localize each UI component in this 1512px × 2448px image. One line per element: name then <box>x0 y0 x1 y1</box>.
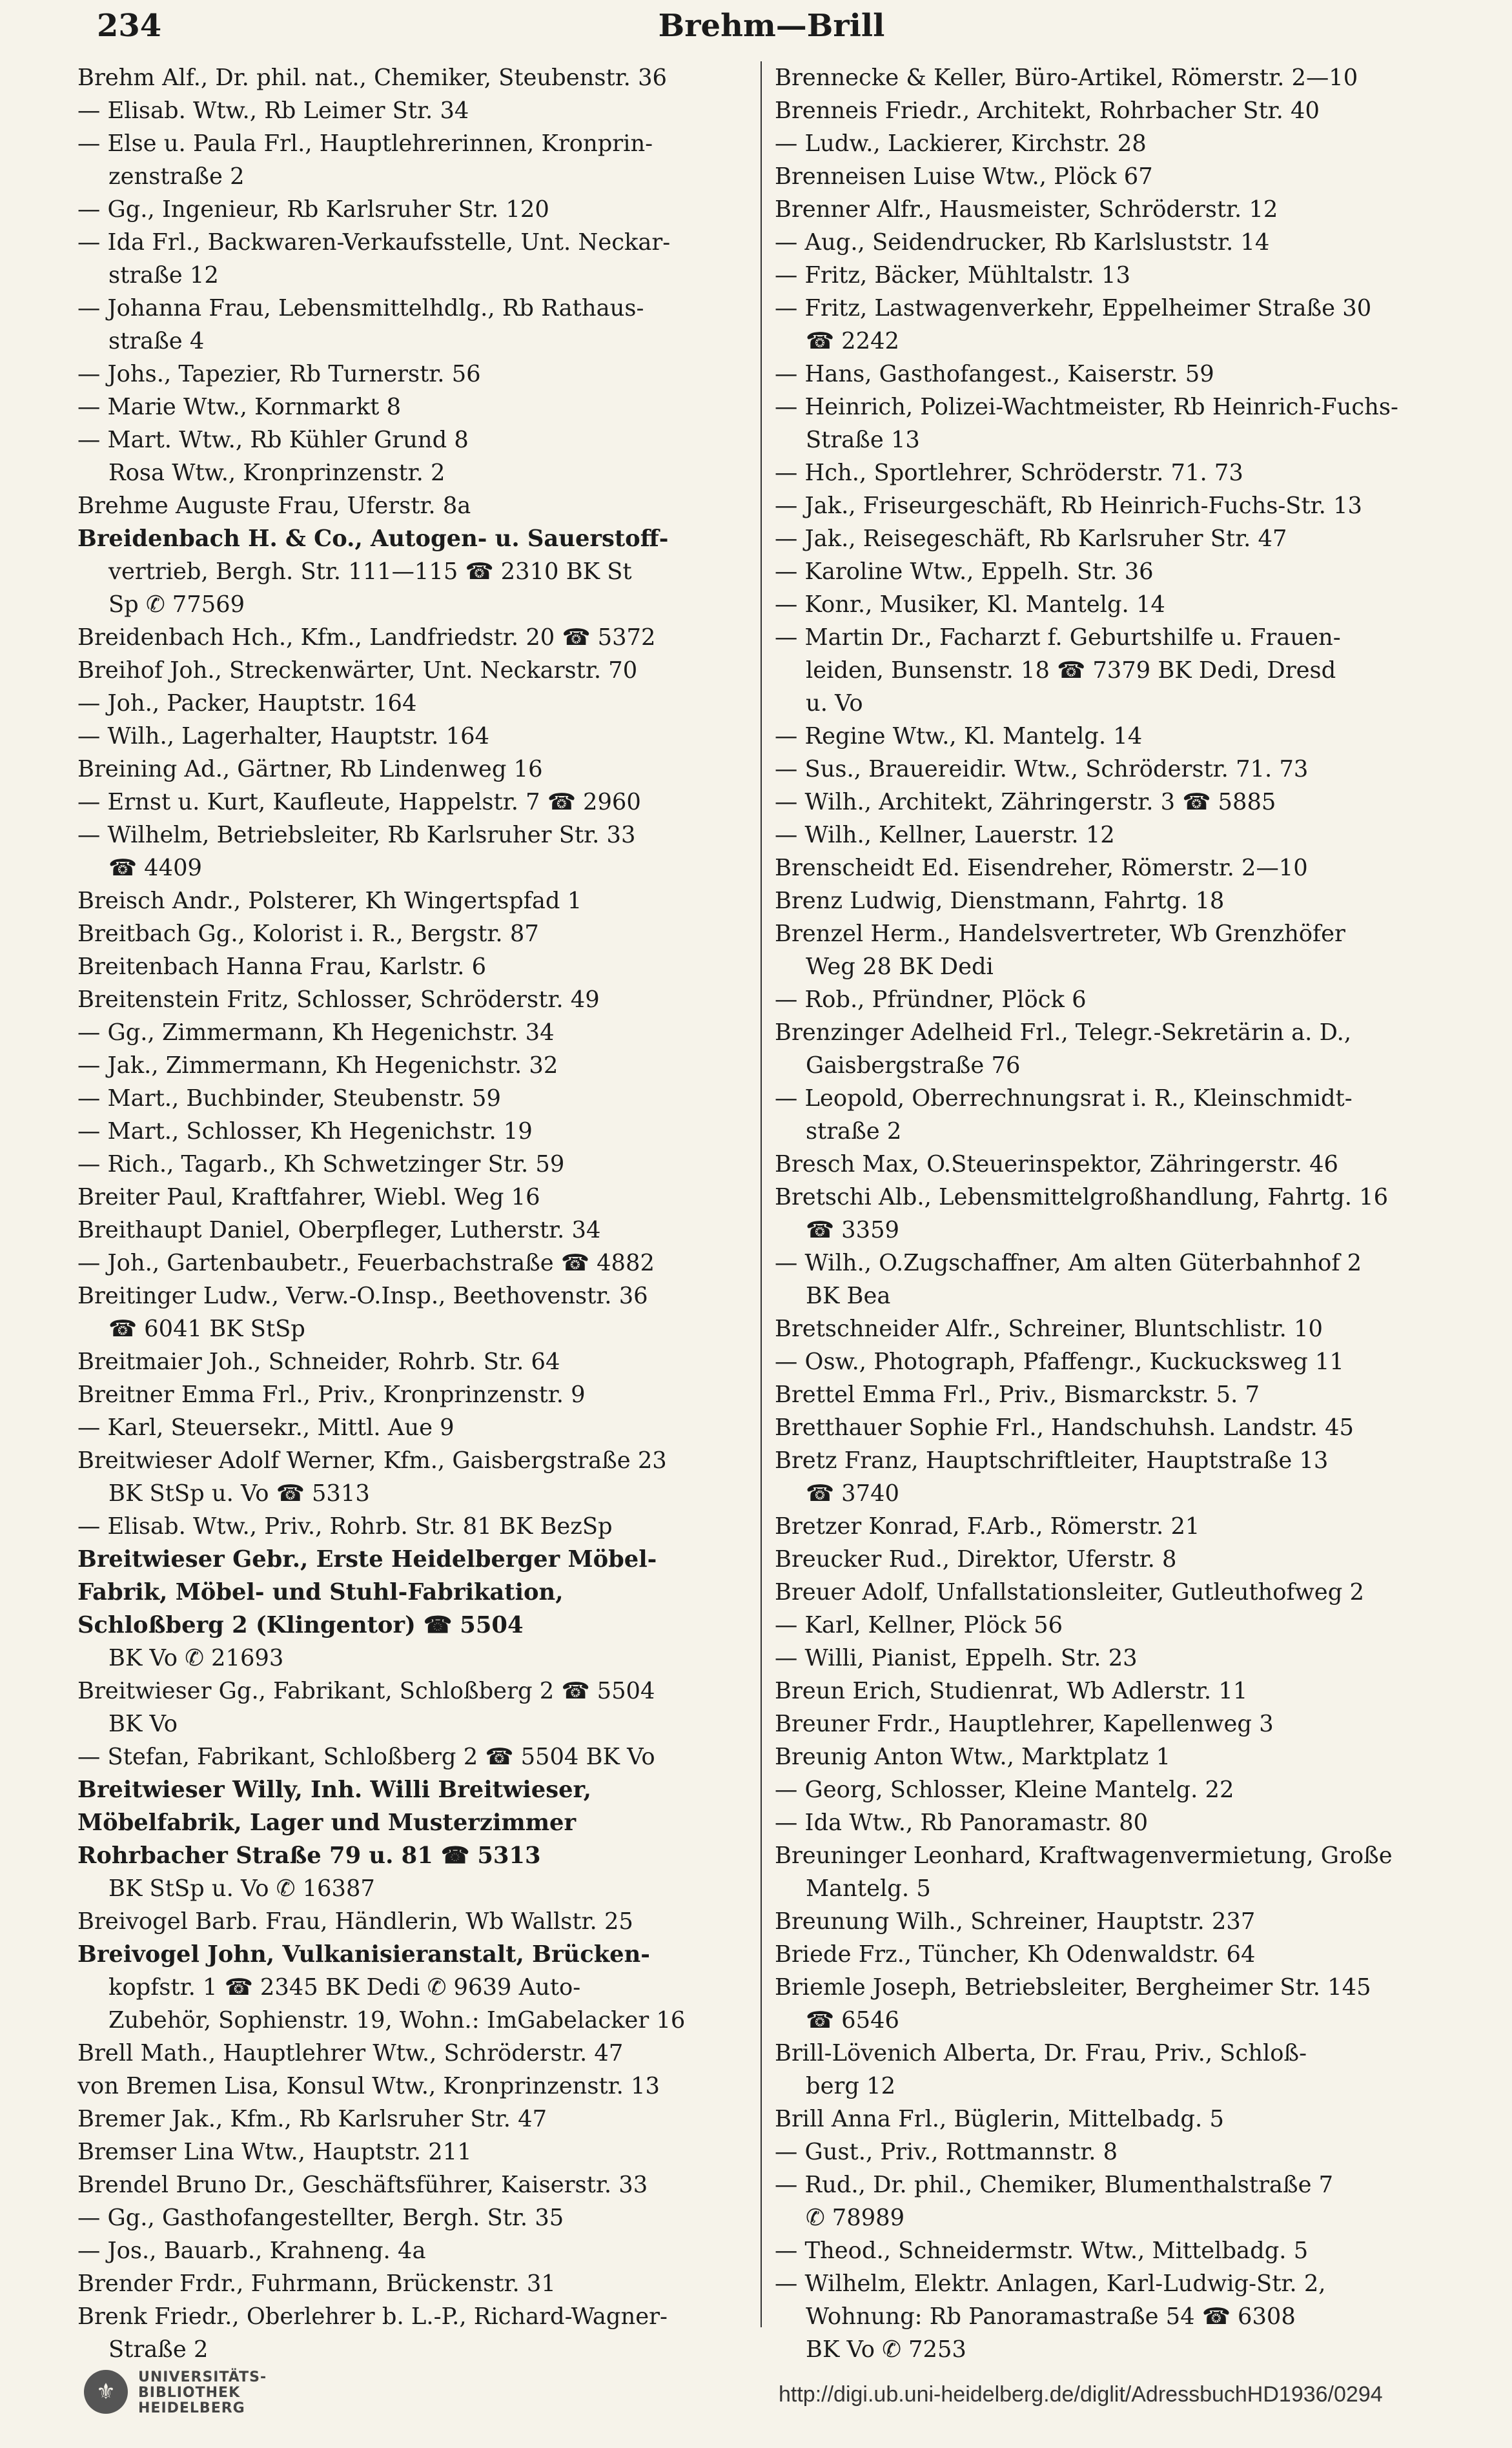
directory-entry-line: Breidenbach Hch., Kfm., Landfriedstr. 20 ☎ 5372 <box>77 624 656 651</box>
directory-entry-line: Brill Anna Frl., Büglerin, Mittelbadg. 5 <box>775 2106 1224 2132</box>
library-line: BIBLIOTHEK <box>138 2385 241 2401</box>
library-line: HEIDELBERG <box>138 2400 245 2416</box>
directory-entry-line: Breuner Frdr., Hauptlehrer, Kapellenweg 3 <box>775 1711 1274 1737</box>
directory-entry-line: — Jak., Reisegeschäft, Rb Karlsruher Str. 47 <box>775 525 1287 552</box>
directory-entry-line: Breitinger Ludw., Verw.-O.Insp., Beethovenstr. 36 <box>77 1283 648 1309</box>
directory-entry-line: Brenneis Friedr., Architekt, Rohrbacher Str. 40 <box>775 97 1320 124</box>
directory-entry-line: Bretschneider Alfr., Schreiner, Bluntschlistr. 10 <box>775 1316 1323 1342</box>
directory-entry-line: u. Vo <box>806 690 863 717</box>
directory-entry-line: Breunung Wilh., Schreiner, Hauptstr. 237 <box>775 1908 1256 1935</box>
directory-entry-line: — Elisab. Wtw., Priv., Rohrb. Str. 81 BK BezSp <box>77 1513 613 1540</box>
directory-entry-line: Brettel Emma Frl., Priv., Bismarckstr. 5. 7 <box>775 1382 1260 1408</box>
directory-entry-line: — Mart., Buchbinder, Steubenstr. 59 <box>77 1085 501 1112</box>
directory-entry-line: — Theod., Schneidermstr. Wtw., Mittelbadg. 5 <box>775 2238 1309 2264</box>
directory-entry-line: Brender Frdr., Fuhrmann, Brückenstr. 31 <box>77 2270 556 2297</box>
directory-entry-line: Breitner Emma Frl., Priv., Kronprinzenstr. 9 <box>77 1382 586 1408</box>
directory-entry-line: — Jak., Zimmermann, Kh Hegenichstr. 32 <box>77 1052 558 1079</box>
directory-entry-line: Breitenbach Hanna Frau, Karlstr. 6 <box>77 954 487 980</box>
directory-entry-line: — Hans, Gasthofangest., Kaiserstr. 59 <box>775 361 1214 387</box>
source-url-link[interactable]: http://digi.ub.uni-heidelberg.de/diglit/AdressbuchHD1936/0294 <box>779 2382 1383 2407</box>
directory-entry-line: — Else u. Paula Frl., Hauptlehrerinnen, Kronprin- <box>77 130 653 157</box>
directory-entry-line: — Martin Dr., Facharzt f. Geburtshilfe u. Frauen- <box>775 624 1341 651</box>
directory-entry-line: kopfstr. 1 ☎ 2345 BK Dedi ✆ 9639 Auto- <box>108 1974 581 2001</box>
directory-entry-line: — Ernst u. Kurt, Kaufleute, Happelstr. 7 ☎ 2960 <box>77 789 641 815</box>
directory-entry-line: Möbelfabrik, Lager und Musterzimmer <box>77 1810 577 1836</box>
directory-entry-line: — Regine Wtw., Kl. Mantelg. 14 <box>775 723 1143 750</box>
directory-entry-line: BK Vo ✆ 7253 <box>806 2336 966 2363</box>
directory-entry-line: Zubehör, Sophienstr. 19, Wohn.: ImGabelacker 16 <box>108 2007 686 2034</box>
directory-entry-line: Breidenbach H. & Co., Autogen- u. Sauerstoff- <box>77 525 669 552</box>
directory-entry-line: — Jos., Bauarb., Krahneng. 4a <box>77 2238 426 2264</box>
directory-entry-line: Bretz Franz, Hauptschriftleiter, Hauptstraße 13 <box>775 1447 1329 1474</box>
directory-entry-line: ✆ 78989 <box>806 2205 905 2231</box>
directory-entry-line: Breivogel Barb. Frau, Händlerin, Wb Wallstr. 25 <box>77 1908 633 1935</box>
directory-entry-line: Rohrbacher Straße 79 u. 81 ☎ 5313 <box>77 1842 541 1869</box>
directory-entry-line: Brenk Friedr., Oberlehrer b. L.-P., Richard-Wagner- <box>77 2303 668 2330</box>
directory-entry-line: ☎ 4409 <box>108 855 203 881</box>
directory-entry-line: — Heinrich, Polizei-Wachtmeister, Rb Heinrich-Fuchs- <box>775 394 1398 420</box>
directory-entry-line: Bremer Jak., Kfm., Rb Karlsruher Str. 47 <box>77 2106 547 2132</box>
directory-entry-line: — Leopold, Oberrechnungsrat i. R., Kleinschmidt- <box>775 1085 1353 1112</box>
directory-entry-line: von Bremen Lisa, Konsul Wtw., Kronprinzenstr. 13 <box>77 2073 660 2099</box>
directory-entry-line: — Ida Frl., Backwaren-Verkaufsstelle, Unt. Neckar- <box>77 229 671 256</box>
directory-entry-line: Brill-Lövenich Alberta, Dr. Frau, Priv., Schloß- <box>775 2040 1307 2066</box>
directory-entry-line: — Gg., Zimmermann, Kh Hegenichstr. 34 <box>77 1019 555 1046</box>
directory-entry-line: Brennecke & Keller, Büro-Artikel, Römerstr. 2—10 <box>775 65 1358 91</box>
directory-entry-line: Breitwieser Gg., Fabrikant, Schloßberg 2 ☎ 5504 <box>77 1678 655 1704</box>
directory-entry-line: Breuer Adolf, Unfallstationsleiter, Gutleuthofweg 2 <box>775 1579 1364 1606</box>
directory-entry-line: straße 12 <box>108 262 219 289</box>
directory-entry-line: — Wilh., O.Zugschaffner, Am alten Güterbahnhof 2 <box>775 1250 1362 1276</box>
directory-entry-line: — Fritz, Lastwagenverkehr, Eppelheimer Straße 30 <box>775 295 1372 321</box>
directory-entry-line: ☎ 6041 BK StSp <box>108 1316 305 1342</box>
directory-entry-line: — Karl, Steuersekr., Mittl. Aue 9 <box>77 1414 455 1441</box>
directory-entry-line: — Wilh., Kellner, Lauerstr. 12 <box>775 822 1115 848</box>
directory-entry-line: Bresch Max, O.Steuerinspektor, Zähringerstr. 46 <box>775 1151 1338 1178</box>
directory-entry-line: — Gg., Gasthofangestellter, Bergh. Str. 35 <box>77 2205 564 2231</box>
directory-entry-line: — Wilh., Lagerhalter, Hauptstr. 164 <box>77 723 489 750</box>
directory-entry-line: — Osw., Photograph, Pfaffengr., Kuckucksweg 11 <box>775 1349 1344 1375</box>
directory-entry-line: Breunig Anton Wtw., Marktplatz 1 <box>775 1744 1171 1770</box>
directory-entry-line: Rosa Wtw., Kronprinzenstr. 2 <box>108 460 445 486</box>
directory-entry-line: Breucker Rud., Direktor, Uferstr. 8 <box>775 1546 1177 1573</box>
directory-entry-line: — Mart. Wtw., Rb Kühler Grund 8 <box>77 427 469 453</box>
library-name <box>138 2370 267 2416</box>
directory-entry-line: — Gg., Ingenieur, Rb Karlsruher Str. 120 <box>77 196 549 223</box>
directory-entry-line: Fabrik, Möbel- und Stuhl-Fabrikation, <box>77 1579 564 1606</box>
directory-entry-line: Breun Erich, Studienrat, Wb Adlerstr. 11 <box>775 1678 1248 1704</box>
directory-entry-line: — Willi, Pianist, Eppelh. Str. 23 <box>775 1645 1138 1671</box>
directory-entry-line: Breitwieser Willy, Inh. Willi Breitwieser, <box>77 1777 591 1803</box>
directory-entry-line: Bretzer Konrad, F.Arb., Römerstr. 21 <box>775 1513 1200 1540</box>
directory-entry-line: — Johanna Frau, Lebensmittelhdlg., Rb Rathaus- <box>77 295 644 321</box>
page-number: 234 <box>97 8 162 44</box>
directory-entry-line: Brehme Auguste Frau, Uferstr. 8a <box>77 493 471 519</box>
directory-entry-line: — Elisab. Wtw., Rb Leimer Str. 34 <box>77 97 469 124</box>
directory-entry-line: — Marie Wtw., Kornmarkt 8 <box>77 394 402 420</box>
directory-entry-line: ☎ 3359 <box>806 1217 900 1243</box>
directory-entry-line: Breining Ad., Gärtner, Rb Lindenweg 16 <box>77 756 543 782</box>
directory-entry-line: — Rob., Pfründner, Plöck 6 <box>775 986 1087 1013</box>
directory-entry-line: Brenneisen Luise Wtw., Plöck 67 <box>775 163 1153 190</box>
directory-entry-line: Straße 13 <box>806 427 920 453</box>
directory-entry-line: Breivogel John, Vulkanisieranstalt, Brücken- <box>77 1941 650 1968</box>
directory-entry-line: Breisch Andr., Polsterer, Kh Wingertspfad 1 <box>77 888 582 914</box>
page-header <box>97 8 1446 53</box>
column-divider <box>761 61 762 2327</box>
directory-entry-line: Bretthauer Sophie Frl., Handschuhsh. Landstr. 45 <box>775 1414 1354 1441</box>
directory-entry-line: Brenscheidt Ed. Eisendreher, Römerstr. 2—10 <box>775 855 1308 881</box>
library-line: UNIVERSITÄTS- <box>138 2369 267 2385</box>
directory-entry-line: vertrieb, Bergh. Str. 111—115 ☎ 2310 BK St <box>108 558 632 585</box>
directory-entry-line: BK StSp u. Vo ✆ 16387 <box>108 1875 375 1902</box>
directory-entry-line: — Wilhelm, Betriebsleiter, Rb Karlsruher Str. 33 <box>77 822 636 848</box>
directory-entry-line: — Hch., Sportlehrer, Schröderstr. 71. 73 <box>775 460 1243 486</box>
directory-entry-line: ☎ 6546 <box>806 2007 900 2034</box>
directory-entry-line: BK Bea <box>806 1283 891 1309</box>
directory-entry-line: Mantelg. 5 <box>806 1875 931 1902</box>
directory-entry-line: — Sus., Brauereidir. Wtw., Schröderstr. 71. 73 <box>775 756 1309 782</box>
directory-entry-line: BK Vo ✆ 21693 <box>108 1645 284 1671</box>
directory-entry-line: — Rich., Tagarb., Kh Schwetzinger Str. 59 <box>77 1151 565 1178</box>
directory-entry-line: — Mart., Schlosser, Kh Hegenichstr. 19 <box>77 1118 533 1145</box>
directory-entry-line: BK StSp u. Vo ☎ 5313 <box>108 1480 370 1507</box>
directory-entry-line: Brell Math., Hauptlehrer Wtw., Schröderstr. 47 <box>77 2040 624 2066</box>
directory-entry-line: Bremser Lina Wtw., Hauptstr. 211 <box>77 2139 472 2165</box>
directory-entry-line: — Johs., Tapezier, Rb Turnerstr. 56 <box>77 361 481 387</box>
directory-entry-line: ☎ 3740 <box>806 1480 900 1507</box>
directory-entry-line: Breuninger Leonhard, Kraftwagenvermietung, Große <box>775 1842 1393 1869</box>
directory-entry-line: — Jak., Friseurgeschäft, Rb Heinrich-Fuchs-Str. 13 <box>775 493 1362 519</box>
directory-entry-line: Breitbach Gg., Kolorist i. R., Bergstr. 87 <box>77 921 539 947</box>
directory-entry-line: Brendel Bruno Dr., Geschäftsführer, Kaiserstr. 33 <box>77 2172 648 2198</box>
directory-entry-line: — Ludw., Lackierer, Kirchstr. 28 <box>775 130 1147 157</box>
directory-entry-line: straße 4 <box>108 328 205 354</box>
university-seal-icon: ⚜ <box>84 2370 128 2414</box>
directory-entry-line: Briede Frz., Tüncher, Kh Odenwaldstr. 64 <box>775 1941 1256 1968</box>
directory-entry-line: Brenner Alfr., Hausmeister, Schröderstr. 12 <box>775 196 1278 223</box>
directory-entry-line: — Ida Wtw., Rb Panoramastr. 80 <box>775 1810 1149 1836</box>
directory-entry-line: — Karoline Wtw., Eppelh. Str. 36 <box>775 558 1154 585</box>
directory-entry-line: — Stefan, Fabrikant, Schloßberg 2 ☎ 5504 BK Vo <box>77 1744 655 1770</box>
directory-entry-line: Weg 28 BK Dedi <box>806 954 994 980</box>
directory-entry-line: — Georg, Schlosser, Kleine Mantelg. 22 <box>775 1777 1234 1803</box>
directory-entry-line: Breitenstein Fritz, Schlosser, Schröderstr. 49 <box>77 986 600 1013</box>
directory-entry-line: Sp ✆ 77569 <box>108 591 245 618</box>
directory-entry-line: Breitwieser Adolf Werner, Kfm., Gaisbergstraße 23 <box>77 1447 667 1474</box>
directory-entry-line: Breithaupt Daniel, Oberpfleger, Lutherstr. 34 <box>77 1217 601 1243</box>
directory-entry-line: — Fritz, Bäcker, Mühltalstr. 13 <box>775 262 1130 289</box>
directory-entry-line: Briemle Joseph, Betriebsleiter, Bergheimer Str. 145 <box>775 1974 1371 2001</box>
left-column <box>77 61 752 2366</box>
directory-entry-line: leiden, Bunsenstr. 18 ☎ 7379 BK Dedi, Dresd <box>806 657 1336 684</box>
directory-entry-line: Breiter Paul, Kraftfahrer, Wiebl. Weg 16 <box>77 1184 540 1210</box>
directory-entry-line: Brenzinger Adelheid Frl., Telegr.-Sekretärin a. D., <box>775 1019 1352 1046</box>
directory-entry-line: Brenz Ludwig, Dienstmann, Fahrtg. 18 <box>775 888 1225 914</box>
directory-entry-line: Straße 2 <box>108 2336 209 2363</box>
directory-entry-line: Brehm Alf., Dr. phil. nat., Chemiker, Steubenstr. 36 <box>77 65 668 91</box>
directory-entry-line: BK Vo <box>108 1711 178 1737</box>
directory-entry-line: Breihof Joh., Streckenwärter, Unt. Neckarstr. 70 <box>77 657 638 684</box>
right-column <box>775 61 1449 2366</box>
directory-entry-line: — Rud., Dr. phil., Chemiker, Blumenthalstraße 7 <box>775 2172 1334 2198</box>
directory-entry-line: Schloßberg 2 (Klingentor) ☎ 5504 <box>77 1612 524 1638</box>
directory-entry-line: — Karl, Kellner, Plöck 56 <box>775 1612 1063 1638</box>
directory-entry-line: ☎ 2242 <box>806 328 900 354</box>
directory-entry-line: Brenzel Herm., Handelsvertreter, Wb Grenzhöfer <box>775 921 1345 947</box>
directory-entry-line: — Konr., Musiker, Kl. Mantelg. 14 <box>775 591 1165 618</box>
directory-entry-line: berg 12 <box>806 2073 896 2099</box>
directory-entry-line: — Aug., Seidendrucker, Rb Karlsluststr. 14 <box>775 229 1270 256</box>
directory-entry-line: — Gust., Priv., Rottmannstr. 8 <box>775 2139 1118 2165</box>
directory-entry-line: — Wilh., Architekt, Zähringerstr. 3 ☎ 5885 <box>775 789 1276 815</box>
directory-entry-line: — Joh., Gartenbaubetr., Feuerbachstraße ☎ 4882 <box>77 1250 655 1276</box>
directory-entry-line: zenstraße 2 <box>108 163 245 190</box>
directory-entry-line: — Wilhelm, Elektr. Anlagen, Karl-Ludwig-Str. 2, <box>775 2270 1326 2297</box>
directory-entry-line: straße 2 <box>806 1118 902 1145</box>
directory-entry-line: Gaisbergstraße 76 <box>806 1052 1021 1079</box>
directory-entry-line: Breitwieser Gebr., Erste Heidelberger Möbel- <box>77 1546 657 1573</box>
directory-entry-line: Wohnung: Rb Panoramastraße 54 ☎ 6308 <box>806 2303 1296 2330</box>
directory-entry-line: Bretschi Alb., Lebensmittelgroßhandlung, Fahrtg. 16 <box>775 1184 1389 1210</box>
library-logo[interactable] <box>84 2366 381 2424</box>
directory-entry-line: Breitmaier Joh., Schneider, Rohrb. Str. 64 <box>77 1349 560 1375</box>
page-title: Brehm—Brill <box>658 8 885 44</box>
directory-entry-line: — Joh., Packer, Hauptstr. 164 <box>77 690 417 717</box>
